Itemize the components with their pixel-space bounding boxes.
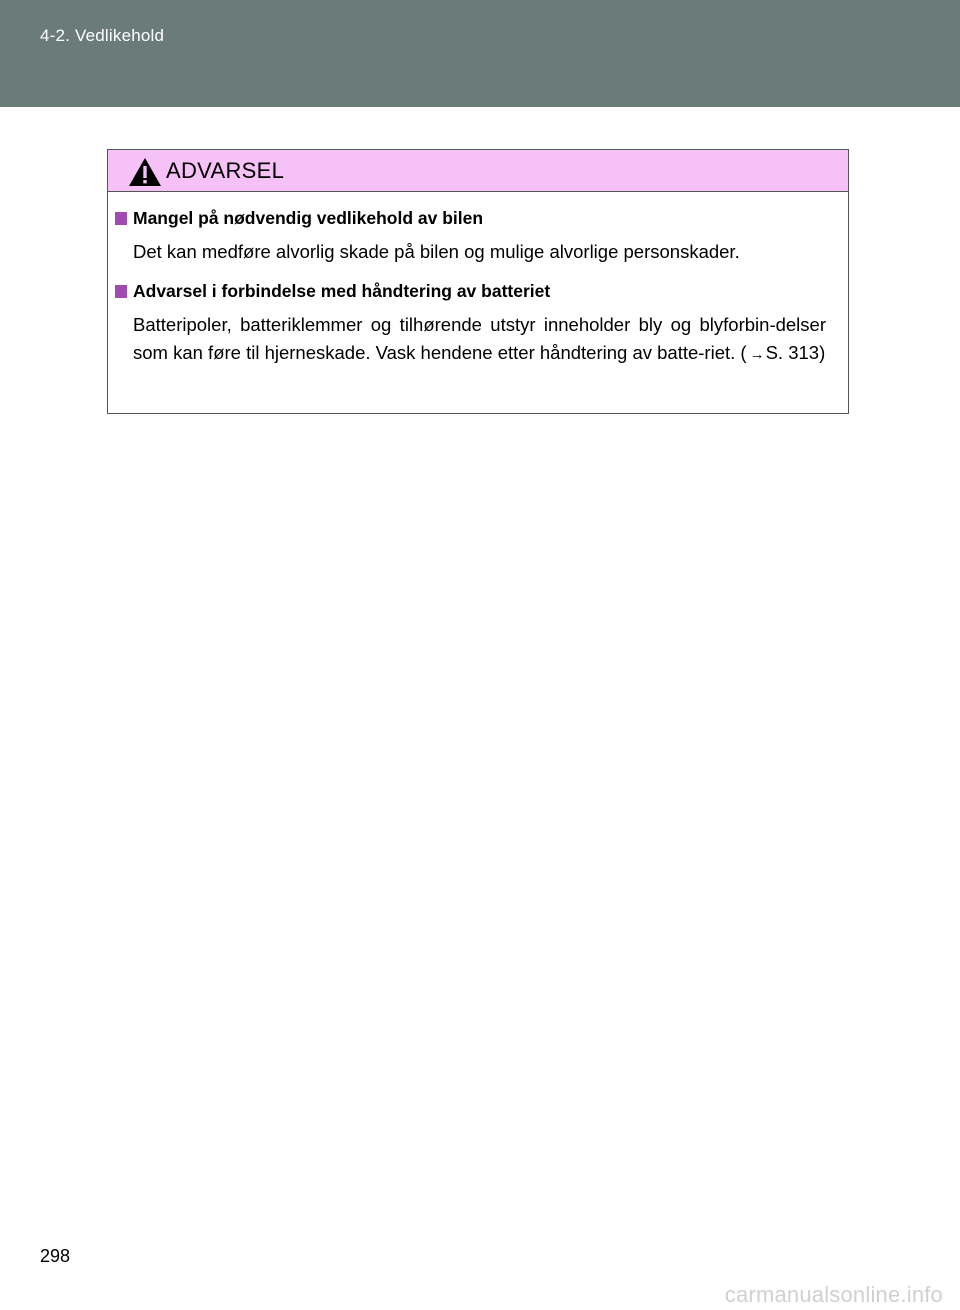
item-body: Det kan medføre alvorlig skade på bilen og mulige alvorlige personskader. — [133, 241, 740, 262]
page-number: 298 — [40, 1246, 71, 1266]
warning-title: ADVARSEL — [166, 158, 285, 183]
item-heading: Advarsel i forbindelse med håndtering av batteriet — [133, 281, 551, 301]
square-bullet-icon — [115, 285, 127, 298]
page-reference-link[interactable]: S. 313) — [765, 342, 826, 363]
header-band — [0, 0, 960, 107]
warning-box — [107, 149, 849, 414]
warning-triangle-icon — [127, 156, 163, 188]
section-title: 4-2. Vedlikehold — [40, 26, 165, 45]
warning-header — [108, 150, 848, 192]
square-bullet-icon — [115, 212, 127, 225]
watermark: carmanualsonline.info — [724, 1282, 943, 1307]
item-body — [133, 311, 826, 369]
item-body-text: Batteripoler, batteriklemmer og tilhørende utstyr inneholder bly og blyforbin-delser som kan føre til hjerneskade. Vask hendene etter håndtering av batte-riet. ( — [133, 314, 826, 363]
item-heading: Mangel på nødvendig vedlikehold av bilen — [133, 208, 484, 228]
reference-arrow-icon: → — [749, 346, 765, 363]
